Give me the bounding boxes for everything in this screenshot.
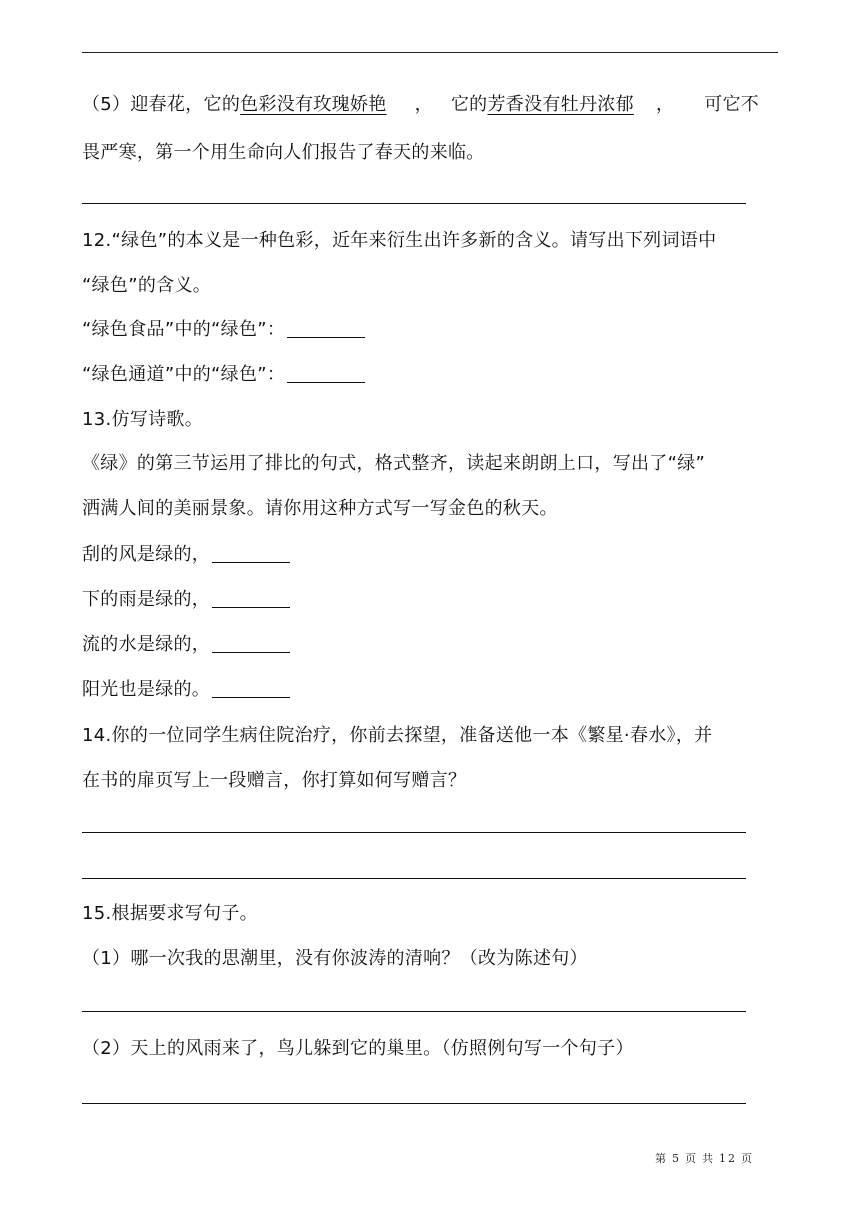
q14-line1: 14.你的一位同学生病住院治疗，你前去探望，准备送他一本《繁星·春水》，并: [82, 725, 713, 746]
q15-item1: （1）哪一次我的思潮里，没有你波涛的清响？（改为陈述句）: [82, 948, 588, 969]
q13-item-4: [82, 678, 290, 702]
page-footer: [655, 1150, 758, 1166]
q12-line1: 12.“绿色”的本义是一种色彩，近年来衍生出许多新的含义。请写出下列词语中: [82, 230, 717, 251]
footer-ye: 页: [685, 1152, 698, 1165]
footer-gong: 共: [702, 1152, 715, 1165]
q11-5-tail: 可它不: [704, 94, 760, 115]
q13-line1: 《绿》的第三节运用了排比的句式，格式整齐，读起来朗朗上口，写出了“绿”: [82, 453, 706, 474]
q13-item-2-blank[interactable]: [212, 589, 290, 608]
q12-item2: [82, 363, 365, 387]
q13-item-2-label: 下的雨是绿的，: [82, 589, 211, 610]
q12-item1-label: “绿色食品”中的“绿色”：: [82, 319, 286, 340]
q13-item-1-label: 刮的风是绿的，: [82, 544, 211, 565]
footer-ye2: 页: [741, 1152, 754, 1165]
q13-item-1: [82, 543, 290, 567]
q11-5-line2: 畏严寒，第一个用生命向人们报告了春天的来临。: [82, 142, 485, 163]
q11-5-comma-1: ，: [414, 94, 433, 115]
q11-5-comma-2: ，: [655, 94, 675, 115]
q11-5-line1: [82, 93, 759, 117]
q11-5-mid: 它的: [450, 94, 488, 115]
q12-item1-blank[interactable]: [287, 319, 365, 338]
q15-item1-answer-line[interactable]: [82, 1011, 746, 1012]
q12-line2: “绿色”的含义。: [82, 275, 212, 296]
footer-di: 第: [655, 1152, 668, 1165]
q12-item2-blank[interactable]: [287, 364, 365, 383]
header-rule: [82, 52, 778, 53]
q13-item-4-label: 阳光也是绿的。: [82, 679, 211, 700]
q15-item2-answer-line[interactable]: [82, 1103, 746, 1104]
q11-5-prefix: （5）迎春花，它的: [82, 94, 241, 115]
q12-item2-label: “绿色通道”中的“绿色”：: [82, 364, 286, 385]
q11-5-answer-line[interactable]: [82, 203, 746, 204]
q11-5-underlined-1: 色彩没有玫瑰娇艳: [240, 94, 387, 115]
q13-item-3-label: 流的水是绿的，: [82, 634, 211, 655]
q13-item-3: [82, 633, 290, 657]
q11-5-underlined-2: 芳香没有牡丹浓郁: [487, 94, 634, 115]
q13-item-1-blank[interactable]: [212, 544, 290, 563]
q13-title: 13.仿写诗歌。: [82, 409, 204, 430]
q15-item2: （2）天上的风雨来了，鸟儿躲到它的巢里。（仿照例句写一个句子）: [82, 1038, 634, 1059]
q14-answer-line-2[interactable]: [82, 878, 746, 879]
q13-item-4-blank[interactable]: [212, 679, 290, 698]
q14-line2: 在书的扉页写上一段赠言，你打算如何写赠言？: [82, 770, 467, 791]
q14-answer-line-1[interactable]: [82, 832, 746, 833]
q13-item-3-blank[interactable]: [212, 634, 290, 653]
q13-item-2: [82, 588, 290, 612]
q15-title: 15.根据要求写句子。: [82, 903, 258, 924]
q13-line2: 洒满人间的美丽景象。请你用这种方式写一写金色的秋天。: [82, 498, 558, 519]
footer-total-pages: 12: [719, 1152, 737, 1165]
footer-page-number: 5: [672, 1152, 681, 1165]
q12-item1: [82, 318, 365, 342]
